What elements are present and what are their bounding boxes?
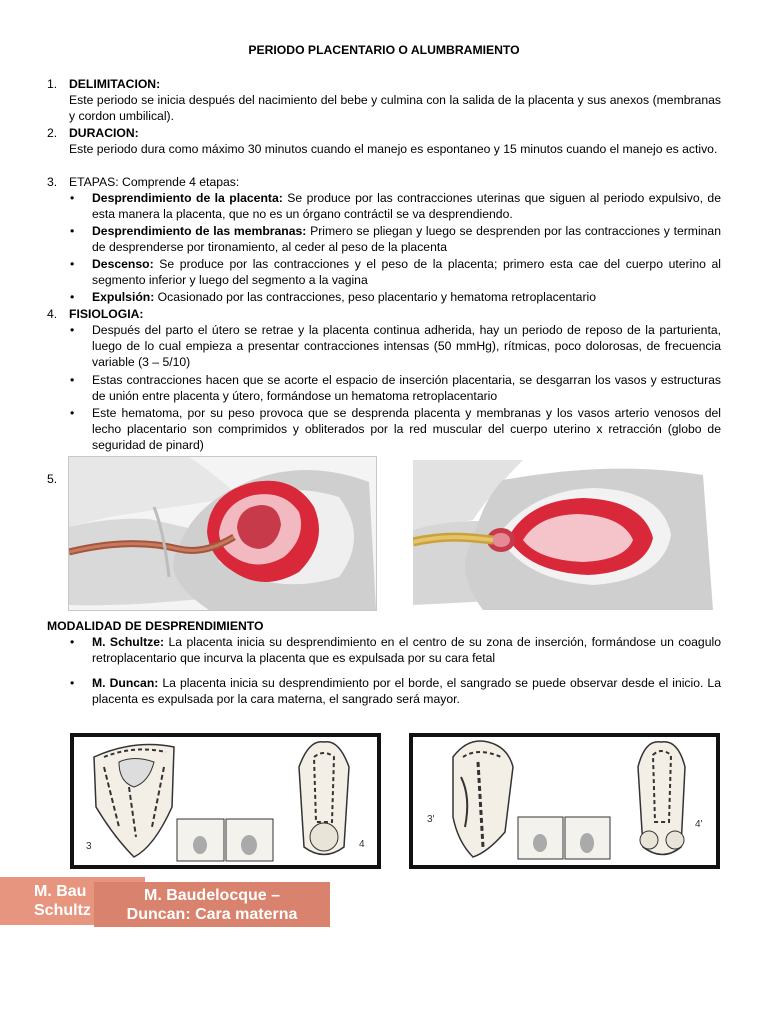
bullet-icon: • (70, 635, 75, 649)
caption-pill-front (94, 882, 330, 927)
section-fisiologia (47, 306, 721, 322)
modalidad-section (47, 618, 721, 634)
figure-label: 4 (359, 839, 365, 850)
duncan-diagram (409, 733, 720, 869)
item-bold: Expulsión: (92, 290, 155, 304)
list-item (70, 190, 721, 222)
bullet-icon: • (70, 373, 75, 387)
section-number: 2. (47, 126, 58, 140)
item-text: Después del parto el útero se retrae y la placenta continua adherida, hay un periodo de reposo de la parturienta, luego de lo cual empieza a presentar contracciones intensas (50 mmHg), rítmicas, poco dolorosas, de frecuencia variable (3 – 5/10) (92, 323, 721, 369)
item-text: Se produce por las contracciones uterinas que siguen al periodo expulsivo, de esta manera la placenta, que no es un órgano contráctil se va desprendiendo. (92, 191, 721, 221)
figure-label: 3 (86, 841, 92, 852)
uterus-illustration (69, 457, 376, 610)
duncan-illustration (413, 737, 716, 865)
list-item (70, 223, 721, 255)
item-text: Estas contracciones hacen que se acorte el espacio de inserción placentaria, se desgarran los vasos y estructuras de unión entre placenta y útero, formándose un hematoma retroplacentario (92, 373, 721, 403)
section-body: Este periodo se inicia después del nacimiento del bebe y culmina con la salida de la placenta y sus anexos (membranas y cordon umbilical). (69, 93, 721, 123)
item-text: La placenta inicia su desprendimiento en el centro de su zona de inserción, formándose un coagulo retroplacentario que incurva la placenta que es expulsada por su cara fetal (92, 635, 721, 665)
list-item (70, 322, 721, 370)
bullet-icon: • (70, 406, 75, 420)
section-heading: FISIOLOGIA: (69, 307, 144, 321)
item-bold: M. Schultze: (92, 635, 165, 649)
item-bold: Desprendimiento de las membranas: (92, 224, 307, 238)
bullet-icon: • (70, 191, 75, 205)
pill-text: M. Baudelocque – (143, 887, 281, 904)
section-heading: DURACION: (69, 126, 139, 140)
bullet-icon: • (70, 224, 75, 238)
item-bold: Desprendimiento de la placenta: (92, 191, 283, 205)
list-item (70, 405, 721, 453)
schultze-illustration (74, 737, 377, 865)
item-text: Este hematoma, por su peso provoca que se desprenda placenta y membranas y los vasos arterio venosos del lecho placentario son comprimidos y obliterados por la red muscular del cuerpo uterino x retracción (globo de seguridad de pinard) (92, 406, 721, 452)
uterus-illustration (413, 460, 720, 610)
list-item (70, 372, 721, 404)
schultze-diagram (70, 733, 381, 869)
section-number: 4. (47, 307, 58, 321)
list-item (70, 634, 721, 666)
section-body: Este periodo dura como máximo 30 minutos cuando el manejo es espontaneo y 15 minutos cuando el manejo es activo. (69, 142, 718, 156)
list-item (70, 289, 721, 305)
page-title: PERIODO PLACENTARIO O ALUMBRAMIENTO (248, 43, 520, 57)
section-number: 1. (47, 77, 58, 91)
section-delimitacion (47, 76, 721, 124)
list-item (70, 675, 721, 707)
item-text: Se produce por las contracciones y el peso de la placenta; primero esta cae del cuerpo uterino al segmento inferior y luego del segmento a la vagina (92, 257, 721, 287)
item-bold: Descenso: (92, 257, 154, 271)
pill-text: Duncan: Cara materna (126, 906, 298, 923)
section-heading: DELIMITACION: (69, 77, 161, 91)
figure-label: 4' (695, 819, 703, 830)
item-text: La placenta inicia su desprendimiento por el borde, el sangrado se puede observar desde el inicio. La placenta es expulsada por la cara materna, el sangrado será mayor. (92, 676, 721, 706)
item-text: Ocasionado por las contracciones, peso placentario y hematoma retroplacentario (154, 290, 596, 304)
item-bold: M. Duncan: (92, 676, 159, 690)
bullet-icon: • (70, 257, 75, 271)
section-etapas (47, 174, 721, 190)
pill-text: M. Bau (34, 883, 87, 900)
uterus-figure-left (68, 456, 377, 611)
section-heading: MODALIDAD DE DESPRENDIMIENTO (47, 619, 264, 633)
bullet-icon: • (70, 323, 75, 337)
bullet-icon: • (70, 290, 75, 304)
bullet-icon: • (70, 676, 75, 690)
list-item (70, 256, 721, 288)
item-text: Primero se pliegan y luego se desprenden por las contracciones y terminan de desprenderse por tironamiento, al ceder al peso de la placenta (92, 224, 721, 254)
figure-label: 3' (427, 814, 435, 825)
section-duracion (47, 125, 721, 157)
uterus-figure-right (413, 460, 720, 610)
section-heading: ETAPAS: Comprende 4 etapas: (69, 175, 240, 189)
pill-text: Schultz (34, 902, 91, 919)
section-number: 5. (47, 472, 58, 486)
section-number: 3. (47, 175, 58, 189)
